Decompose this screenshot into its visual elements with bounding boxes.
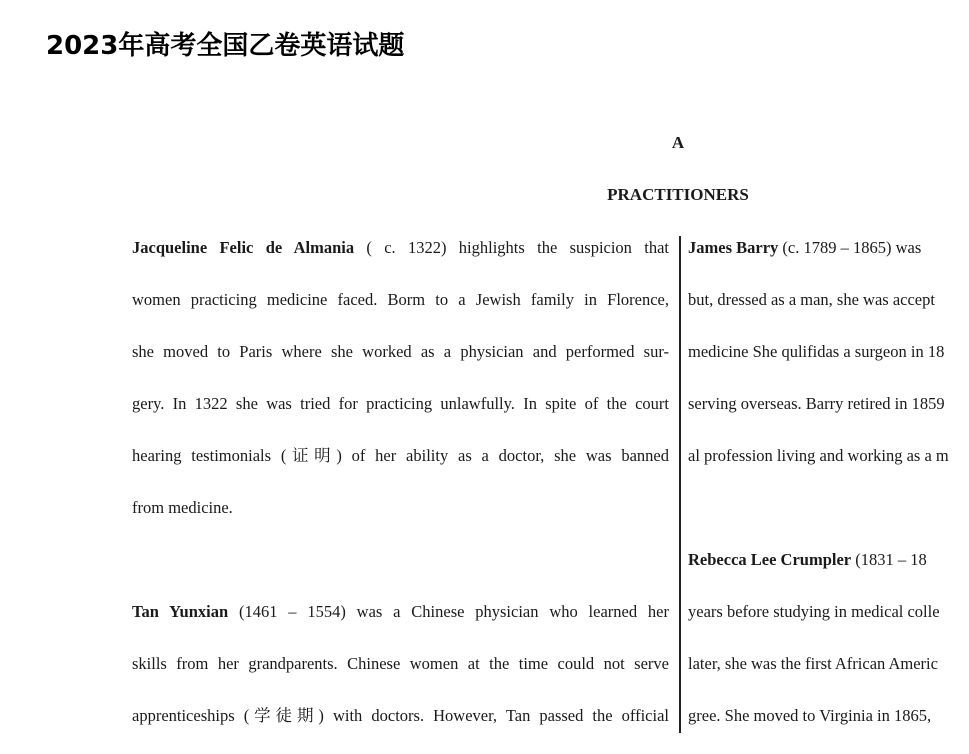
paragraph-gap <box>132 546 669 598</box>
text-line: hearing testimonials (证明) of her ability as a doctor, she was banned <box>132 446 669 465</box>
person-name: Rebecca Lee Crumpler <box>688 550 852 569</box>
person-name: James Barry <box>688 238 779 257</box>
text-line: gree. She moved to Virginia in 1865, <box>688 706 932 725</box>
column-divider <box>679 236 681 733</box>
page-heading: 2023年高考全国乙卷英语试题 <box>46 31 405 61</box>
text-line: years before studying in medical colle <box>688 602 940 621</box>
section-title: PRACTITIONERS <box>607 185 749 204</box>
text-segment: (c. 1789 – 1865) was <box>778 238 922 257</box>
text-segment: (1461 – 1554) was a Chinese physician who learned her <box>228 602 669 621</box>
right-column <box>688 234 969 754</box>
text-line: women practicing medicine faced. Borm to a Jewish family in Florence, <box>132 290 669 309</box>
text-line <box>688 234 969 286</box>
text-line: but, dressed as a man, she was accept <box>688 290 935 309</box>
text-line: serving overseas. Barry retired in 1859 <box>688 394 945 413</box>
text-line: she moved to Paris where she worked as a physician and performed sur- <box>132 342 669 361</box>
text-line: skills from her grandparents. Chinese women at the time could not serve <box>132 654 669 673</box>
text-line <box>132 234 669 286</box>
text-line <box>132 598 669 650</box>
person-name: Jacqueline Felic de Almania <box>132 238 355 257</box>
text-line: apprenticeships (学徒期) with doctors. However, Tan passed the official <box>132 706 669 725</box>
left-column <box>132 234 669 754</box>
text-line: medicine She qulifidas a surgeon in 18 <box>688 342 945 361</box>
text-line: later, she was the first African Americ <box>688 654 938 673</box>
section-letter: A <box>671 133 685 152</box>
paragraph-gap <box>688 494 969 546</box>
text-segment: ( c. 1322) highlights the suspicion that <box>354 238 669 257</box>
text-line: gery. In 1322 she was tried for practicing unlawfully. In spite of the court <box>132 394 669 413</box>
text-line: al profession living and working as a m <box>688 446 949 465</box>
text-line <box>688 546 969 598</box>
text-segment: (1831 – 18 <box>851 550 927 569</box>
person-name: Tan Yunxian <box>132 602 229 621</box>
text-line: from medicine. <box>132 498 233 517</box>
